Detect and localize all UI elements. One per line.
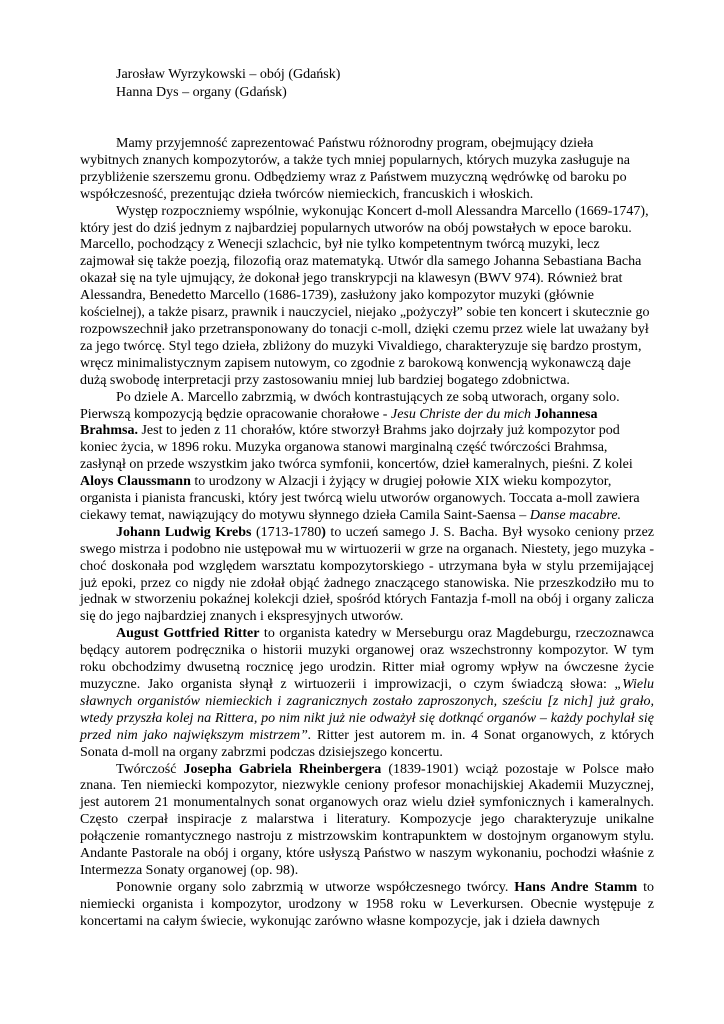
krebs-text-1: (1713-1780 [251, 524, 322, 540]
paragraph-brahms [80, 390, 654, 525]
composer-stamm: Hans Andre Stamm [514, 879, 638, 895]
krebs-bold-paren: ) [321, 524, 326, 540]
paragraph-marcello: Występ rozpoczniemy wspólnie, wykonując Koncert d-moll Alessandra Marcello (1669-1747), który jest do dziś jednym z najbardziej popularnych utworów na obój powstałych w epoce baroku. Marcello, pochodzący z Wenecji szlachcic, był nie tylko kompetentnym twórcą muzyki, lecz zajmował się także poezją, filozofią oraz matematyką. Utwór dla samego Johanna Sebastiana Bacha okazał się na tyle ujmujący, że dokonał jego transkrypcji na klawesyn (BWV 974). Również brat Alessandra, Benedetto Marcello (1686-1739), zasłużony jako kompozytor muzyki (głównie kościelnej), a także pisarz, prawnik i nauczyciel, niejako „pożyczył” sobie ten koncert i skutecznie go rozpowszechnił jako przetransponowany do tonacji c-moll, dzięki czemu przez wiele lat uważany był za jego twórcę. Styl tego dzieła, zbliżony do muzyki Vivaldiego, charakteryzuje się bardzo prostym, wręcz minimalistycznym zapisem nutowym, co zgodnie z barokową konwencją wykonawczą daje dużą swobodę interpretacji przy zastosowaniu mniej lub bardziej bogatego zdobnictwa. [80, 203, 650, 388]
paragraph-krebs [80, 525, 654, 626]
brahms-text-3: Jest to jeden z 11 chorałów, które stworzył Brahms jako dojrzały już kompozytor pod koniec życia, w 1896 roku. Muzyka organowa stanowi marginalną część twórczości Brahmsa, zasłynął on przede wszystkim jako twórca symfonii, koncertów, dzieł kameralnych, pieśni. Z kolei [80, 423, 633, 473]
paragraph-stamm [80, 880, 654, 931]
paragraph-ritter [80, 626, 654, 761]
program-notes [80, 136, 654, 931]
ritter-text-1: to organista katedry w Merseburgu oraz Magdeburgu, rzeczoznawca będący autorem podręcznika o historii muzyki organowej oraz wszechstronny kompozytor. W tym roku obchodzimy dwusetną rocznicę jego urodzin. Ritter miał ogromy wpływ na ówczesne życie muzyczne. Jako organista słynął z wirtuozerii i improwizacji, o czym świadczą słowa: [80, 626, 654, 692]
ritter-text-2: Ritter jest autorem m. in. 4 Sonat organowych, z których Sonata d-moll na organy zabrzmi podczas dzisiejszego koncertu. [80, 727, 655, 760]
brahms-text-4: to urodzony w Alzacji i żyjący w drugiej połowie XIX wieku kompozytor, organista i pianista francuski, który jest twórcą wielu utworów organowych. Toccata a-moll zawiera ciekawy temat, nawiązujący do motywu słynnego dzieła Camila Saint-Saensa – [80, 474, 640, 523]
paragraph-rheinberger [80, 762, 654, 880]
performer-oboe: Jarosław Wyrzykowski – obój (Gdańsk) [116, 67, 341, 82]
stamm-text-1: Ponownie organy solo zabrzmią w utworze współczesnego twórcy. [116, 879, 515, 895]
composer-rheinberger: Josepha Gabriela Rheinbergera [183, 761, 382, 777]
rheinberger-text-1: Twórczość [116, 761, 184, 777]
danse-macabre-title: Danse macabre. [529, 507, 622, 523]
chorale-title: Jesu Christe der du mich [390, 406, 531, 422]
composer-ritter: August Gottfried Ritter [116, 626, 260, 642]
ritter-quote: „Wielu sławnych organistów niemieckich i zagranicznych zostało zaproszonych, sześciu [z nich] już grało, wtedy przyszła kolej na Rittera, po nim nikt już nie odważył się dotknąć organów – każdy pochylał się przed nim jako największym mistrzem”. [80, 677, 654, 743]
rheinberger-text-2: (1839-1901) wciąż pozostaje w Polsce mało znana. Ten niemiecki kompozytor, niezwykle ceniony profesor monachijskiej Akademii Muzycznej, jest autorem 21 monumentalnych sonat organowych oraz wielu dzieł symfonicznych i kameralnych. Często czerpał inspiracje z malarstwa i literatury. Kompozycje jego charakteryzuje unikalne połączenie romantycznego nastroju z mistrzowskim kontrapunktem w dostojnym organowym stylu. Andante Pastorale na obój i organy, które usłyszą Państwo w naszym wykonaniu, pochodzi właśnie z Intermezza Sonaty organowej (op. 98). [80, 761, 655, 878]
composer-krebs: Johann Ludwig Krebs [116, 524, 252, 540]
paragraph-intro: Mamy przyjemność zaprezentować Państwu różnorodny program, obejmujący dzieła wybitnych znanych kompozytorów, a także tych mniej popularnych, których muzyka zasługuje na przybliżenie szerszemu gronu. Odbędziemy wraz z Państwem muzyczną wędrówkę od baroku po współczesność, prezentując dzieła twórców niemieckich, francuskich i włoskich. [80, 136, 630, 202]
performer-organ: Hanna Dys – organy (Gdańsk) [116, 85, 287, 100]
composer-brahms: Johannesa Brahmsa. [80, 406, 598, 439]
krebs-text-2: to uczeń samego J. S. Bacha. Był wysoko ceniony przez swego mistrza i podobno nie ustępował mu w wirtuozerii w grze na organach. Niestety, jego muzyka - choć doskonała pod względem warsztatu kompozytorskiego - utrzymana była w stylu przemijającej już epoki, przez co nigdy nie zdołał objąć żadnego znaczącego stanowiska. Nie przeszkodziło mu to jednak w stworzeniu pokaźnej kolekcji dzieł, spośród których Fantazja f-moll na obój i organy zalicza się do jego najbardziej znanych i ekspresyjnych utworów. [80, 524, 655, 625]
composer-claussmann: Aloys Claussmann [80, 474, 191, 490]
performers-block [116, 66, 340, 102]
brahms-text-1: Po dziele A. Marcello zabrzmią, w dwóch kontrastujących ze sobą utworach, organy solo. Pierwszą kompozycją będzie opracowanie chorałowe - [80, 389, 620, 422]
stamm-text-2: to niemiecki organista i kompozytor, urodzony w 1958 roku w Leverkursen. Obecnie występuje z koncertami na całym świecie, wykonując zarówno własne kompozycje, jak i dzieła dawnych [80, 879, 655, 929]
